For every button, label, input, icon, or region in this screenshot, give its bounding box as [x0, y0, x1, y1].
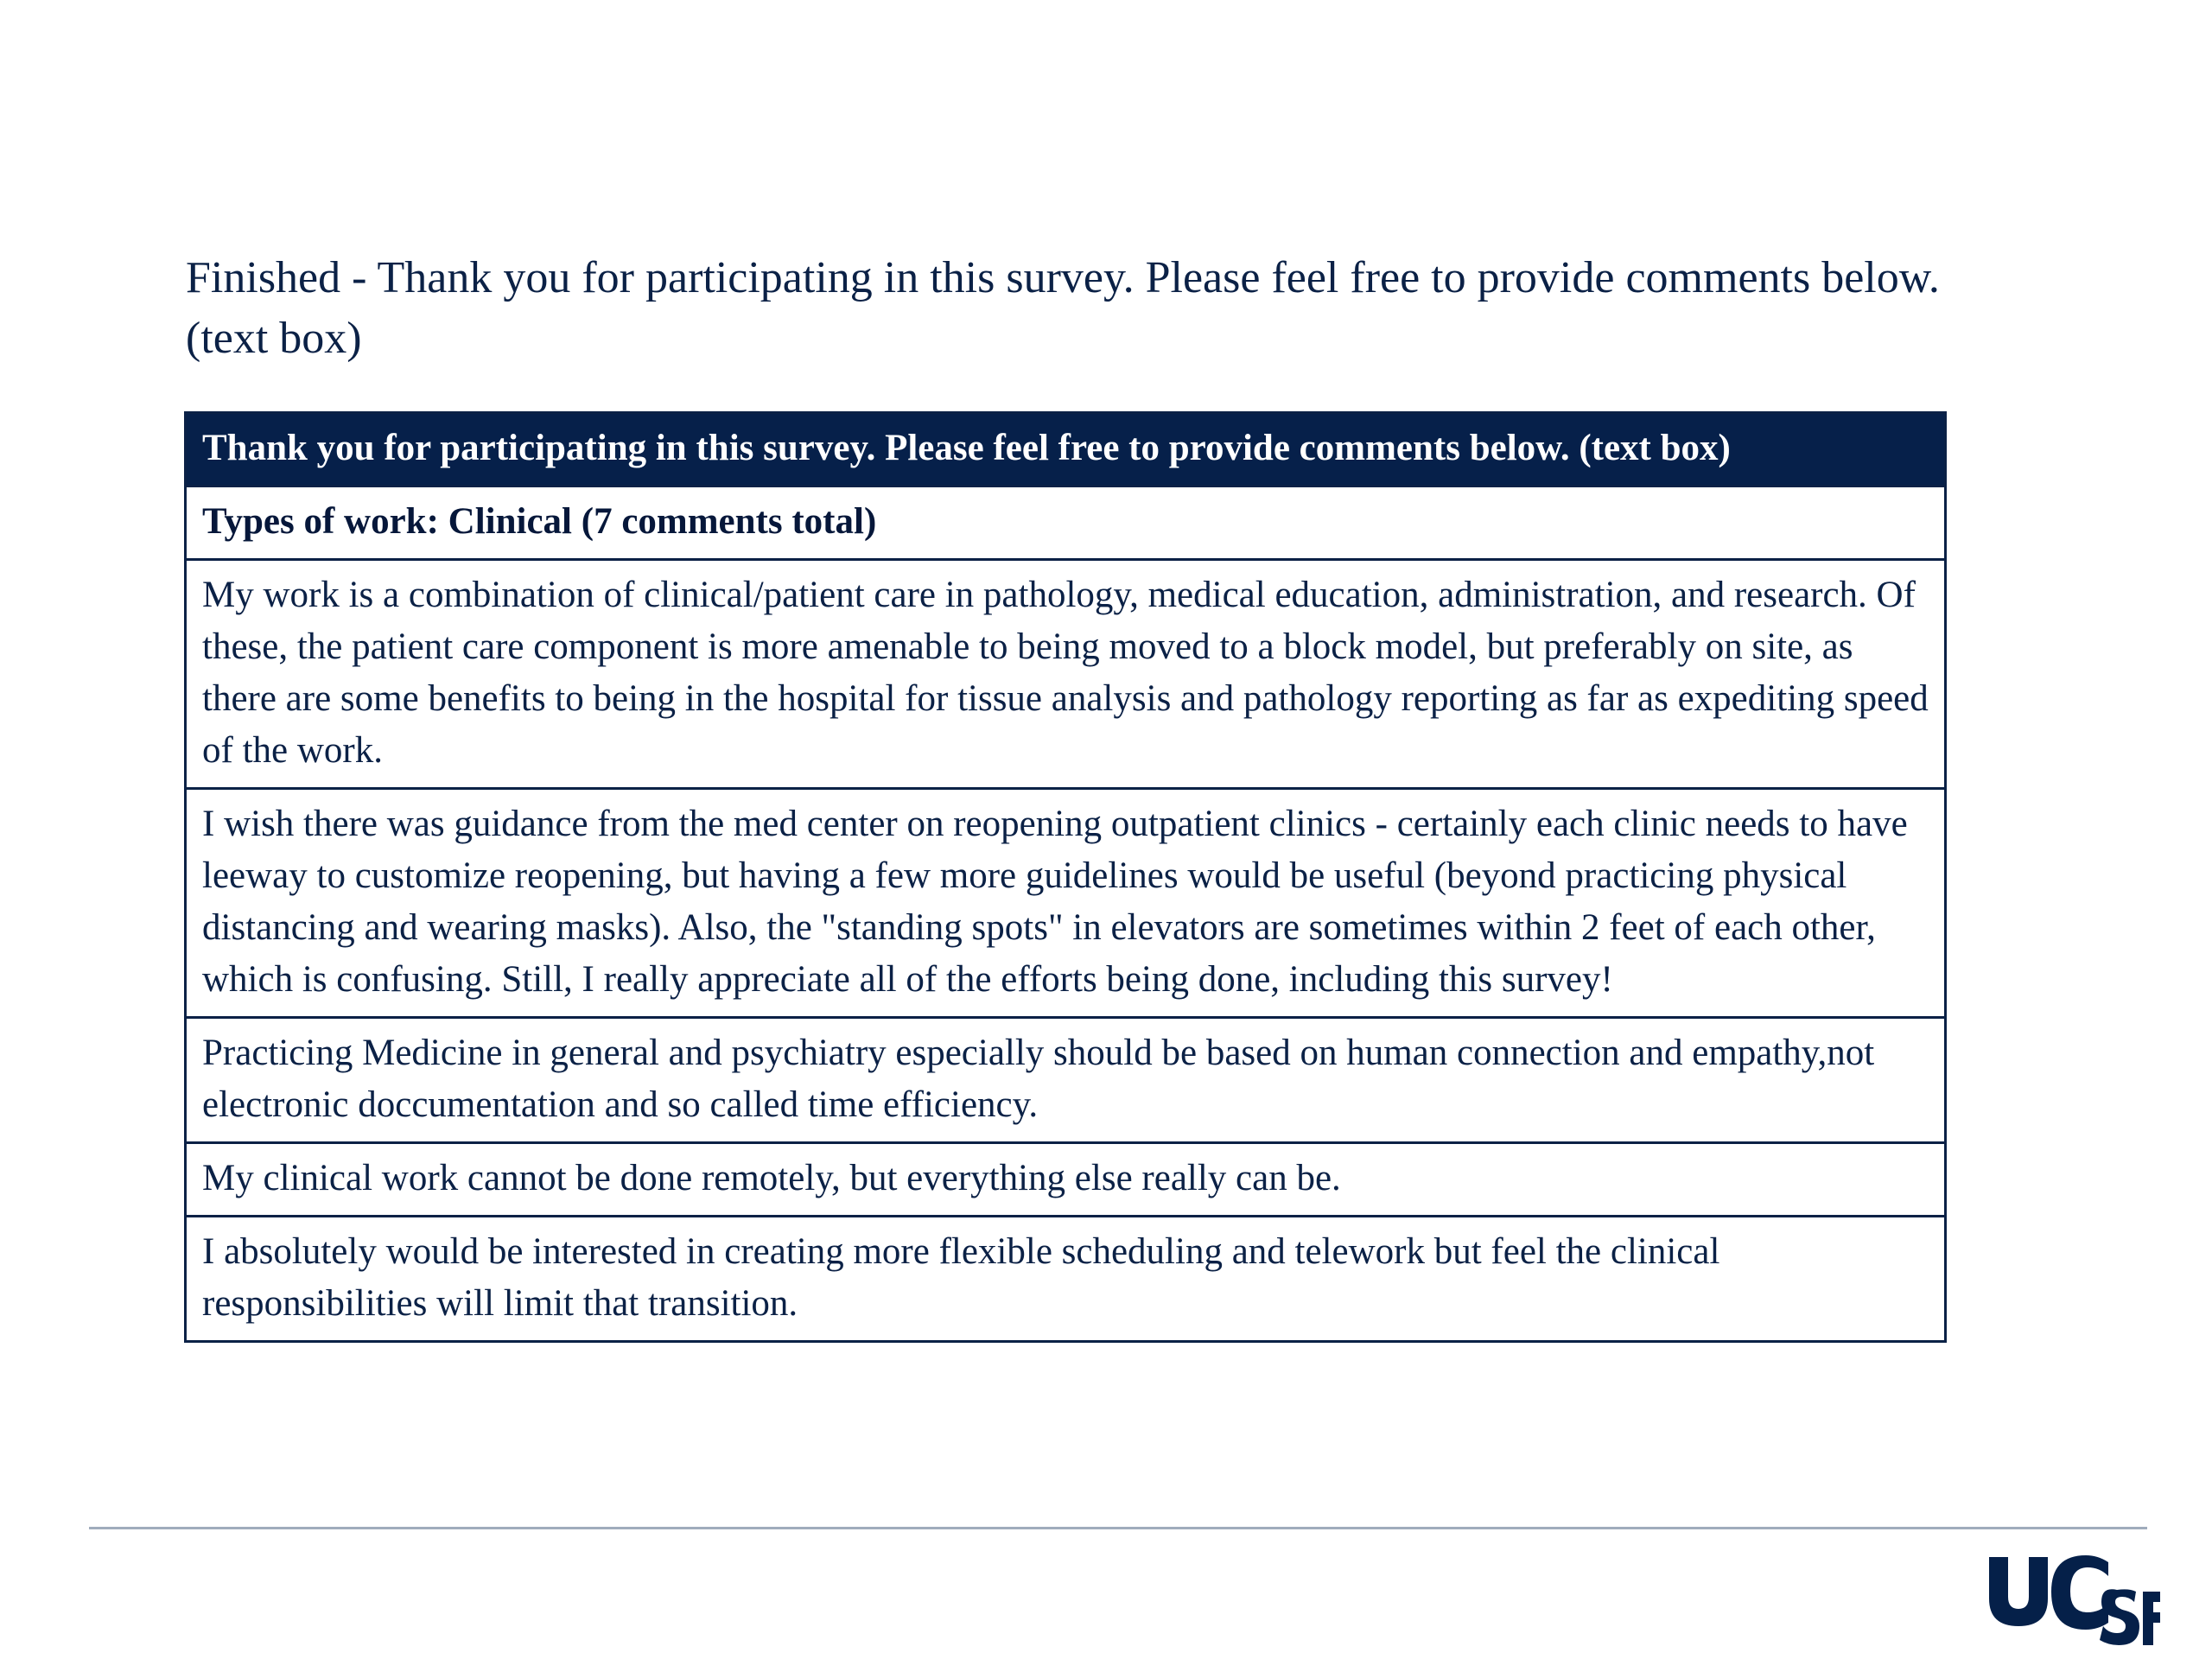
footer-divider	[89, 1527, 2147, 1529]
comment-cell: I absolutely would be interested in creating more flexible scheduling and telework but feel the clinical responsibilities will limit that transition.	[186, 1217, 1946, 1342]
slide-title: Finished - Thank you for participating in this survey. Please feel free to provide comments below. (text box)	[186, 253, 1940, 363]
table-row	[186, 1018, 1946, 1143]
section-label: Types of work: Clinical (7 comments total)	[186, 486, 1946, 560]
table-row	[186, 560, 1946, 789]
table-row	[186, 789, 1946, 1018]
table-row	[186, 1143, 1946, 1217]
comment-cell: My work is a combination of clinical/patient care in pathology, medical education, administration, and research. Of these, the patient care component is more amenable to being moved to a block model, but preferably on site, as there are some benefits to being in the hospital for tissue analysis and pathology reporting as far as expediting speed of the work.	[186, 560, 1946, 789]
comment-cell: Practicing Medicine in general and psychiatry especially should be based on human connection and empathy,not electronic doccumentation and so called time efficiency.	[186, 1018, 1946, 1143]
section-row	[186, 486, 1946, 560]
comments-table	[184, 411, 1947, 1343]
table-header: Thank you for participating in this survey. Please feel free to provide comments below. (text box)	[186, 413, 1946, 486]
table-row	[186, 1217, 1946, 1342]
comment-cell: My clinical work cannot be done remotely, but everything else really can be.	[186, 1143, 1946, 1217]
comment-cell: I wish there was guidance from the med center on reopening outpatient clinics - certainly each clinic needs to have leeway to customize reopening, but having a few more guidelines would be useful (beyond practicing physical distancing and wearing masks). Also, the "standing spots" in elevators are sometimes within 2 feet of each other, which is confusing. Still, I really appreciate all of the efforts being done, including this survey!	[186, 789, 1946, 1018]
table-header-row	[186, 413, 1946, 486]
ucsf-logo	[1987, 1552, 2160, 1647]
